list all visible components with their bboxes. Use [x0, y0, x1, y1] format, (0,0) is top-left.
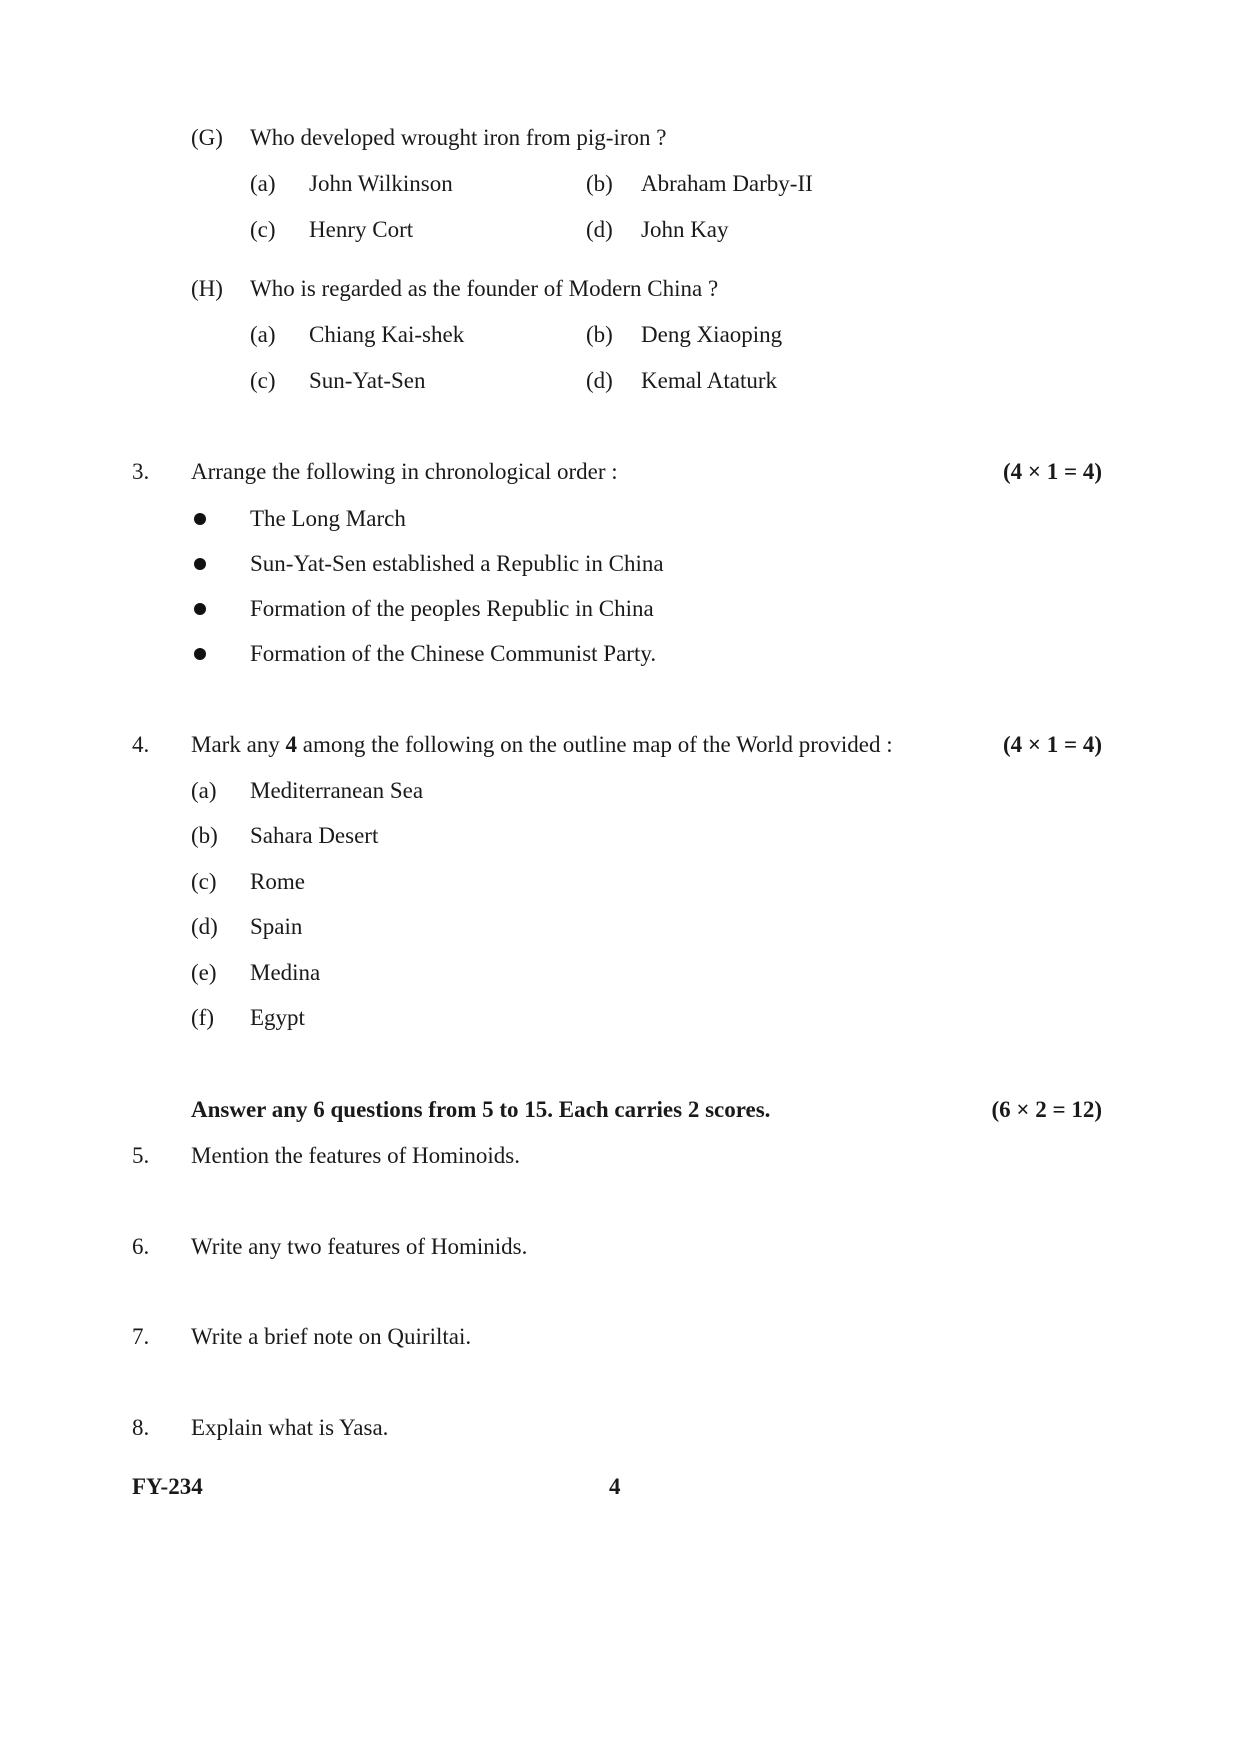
question-number: 5. [132, 1143, 150, 1168]
list-item: Formation of the peoples Republic in China [250, 596, 654, 621]
question-number: 3. [132, 459, 150, 484]
question-h-label: (H) [191, 276, 223, 301]
item-label: (e) [191, 960, 217, 985]
list-item: Sun-Yat-Sen established a Republic in China [250, 551, 664, 576]
question-number: 6. [132, 1234, 150, 1259]
bullet-icon [194, 648, 206, 660]
list-item: Medina [250, 960, 321, 985]
option-text: Henry Cort [309, 217, 414, 242]
list-item: Mediterranean Sea [250, 778, 424, 803]
question-number: 8. [132, 1415, 150, 1440]
option-label: (c) [250, 217, 276, 242]
option-text: Deng Xiaoping [641, 322, 783, 347]
option-label: (a) [250, 322, 276, 347]
paper-code: FY-234 [132, 1474, 203, 1499]
marks-label: (4 × 1 = 4) [1002, 732, 1102, 757]
option-label: (a) [250, 171, 276, 196]
question-g-text: Who developed wrought iron from pig-iron ? [250, 125, 667, 150]
question-text: Write any two features of Hominids. [191, 1234, 528, 1259]
bullet-icon [194, 558, 206, 570]
option-label: (b) [586, 322, 613, 347]
item-label: (f) [191, 1005, 214, 1030]
section-instruction: Answer any 6 questions from 5 to 15. Each carries 2 scores. [191, 1097, 771, 1122]
item-label: (b) [191, 823, 218, 848]
question-4-text: Mark any 4 among the following on the outline map of the World provided : [191, 732, 893, 757]
question-h-text: Who is regarded as the founder of Modern China ? [250, 276, 719, 301]
question-number: 7. [132, 1324, 150, 1349]
option-text: John Wilkinson [309, 171, 453, 196]
option-label: (c) [250, 368, 276, 393]
list-item: Spain [250, 914, 303, 939]
item-label: (d) [191, 914, 218, 939]
question-g-label: (G) [191, 125, 223, 150]
option-text: Chiang Kai-shek [309, 322, 465, 347]
option-text: Sun-Yat-Sen [309, 368, 426, 393]
option-label: (d) [586, 217, 613, 242]
bullet-icon [194, 603, 206, 615]
bullet-icon [194, 513, 206, 525]
question-number: 4. [132, 732, 150, 757]
item-label: (c) [191, 869, 217, 894]
list-item: Rome [250, 869, 305, 894]
question-text: Write a brief note on Quiriltai. [191, 1324, 472, 1349]
question-text: Mention the features of Hominoids. [191, 1143, 520, 1168]
option-label: (d) [586, 368, 613, 393]
item-label: (a) [191, 778, 217, 803]
marks-label: (6 × 2 = 12) [991, 1097, 1102, 1122]
option-text: Abraham Darby-II [641, 171, 813, 196]
option-label: (b) [586, 171, 613, 196]
question-text: Explain what is Yasa. [191, 1415, 389, 1440]
marks-label: (4 × 1 = 4) [1002, 459, 1102, 484]
option-text: John Kay [641, 217, 729, 242]
list-item: Egypt [250, 1005, 305, 1030]
list-item: The Long March [250, 506, 406, 531]
list-item: Formation of the Chinese Communist Party. [250, 641, 657, 666]
option-text: Kemal Ataturk [641, 368, 778, 393]
question-3-text: Arrange the following in chronological order : [191, 459, 618, 484]
page-number: 4 [609, 1474, 621, 1499]
list-item: Sahara Desert [250, 823, 379, 848]
